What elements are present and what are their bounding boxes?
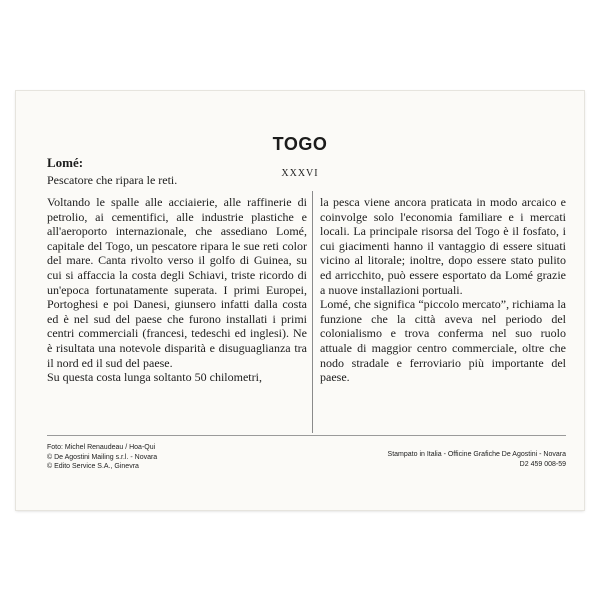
photo-caption: Pescatore che ripara le reti. xyxy=(47,173,178,187)
postcard-back xyxy=(16,91,584,510)
credit-line: © Edito Service S.A., Ginevra xyxy=(47,463,139,470)
printer-line: Stampato in Italia - Officine Grafiche De Agostini - Novara xyxy=(387,451,566,458)
credit-line: © De Agostini Mailing s.r.l. - Novara xyxy=(47,453,158,461)
location-heading: Lomé: xyxy=(47,155,84,170)
product-code: D2 459 008-59 xyxy=(519,460,566,468)
footer-rule xyxy=(47,435,566,436)
paragraph: Su questa costa lunga soltanto 50 chilometri, xyxy=(47,370,262,385)
column-divider xyxy=(312,191,313,433)
paragraph: Lomé, che significa “piccolo mercato”, richiama la funzione che la città aveva nel periodo del colonialismo e trova conferma nel suo ruolo attuale di maggior centro commerciale, oltre che nodo stradale e ferroviario più importante del paese. xyxy=(320,297,566,385)
text-column-right xyxy=(320,195,566,385)
text-column-left xyxy=(47,195,307,385)
photo-credits xyxy=(47,443,157,472)
paragraph: la pesca viene ancora praticata in modo arcaico e coinvolge solo l'economia familiare e i mercati locali. La principale risorsa del Togo è il fosfato, i cui giacimenti hanno il vantaggio di essere situati vicino al litorale; inoltre, dopo essere stato pulito ed arricchito, può essere esportato da Lomé grazie a nuove installazioni portuali. xyxy=(320,195,566,297)
page-title: TOGO xyxy=(272,134,328,154)
paragraph: Voltando le spalle alle acciaierie, alle raffinerie di petrolio, ai cementifici, alle industrie plastiche e all'aeroporto internazionale, che assediano Lomé, capitale del Togo, un pescatore ripara le sue reti color del mare. Canta rivolto verso il golfo di Guinea, su cui si affaccia la costa degli Schiavi, triste ricordo di un'epoca fortunatamente superata. I primi Europei, Portoghesi e poi Danesi, giunsero infatti dalla costa ed è nel sud del paese che furono installati i primi centri commerciali (francesi, tedeschi ed inglesi). Ne è risultata una notevole disparità e disuguaglianza tra il nord ed il sud del paese. xyxy=(47,195,307,370)
card-number: XXXVI xyxy=(281,168,319,179)
credit-line: Foto: Michel Renaudeau / Hoa-Qui xyxy=(47,444,156,451)
printer-info xyxy=(388,450,566,469)
